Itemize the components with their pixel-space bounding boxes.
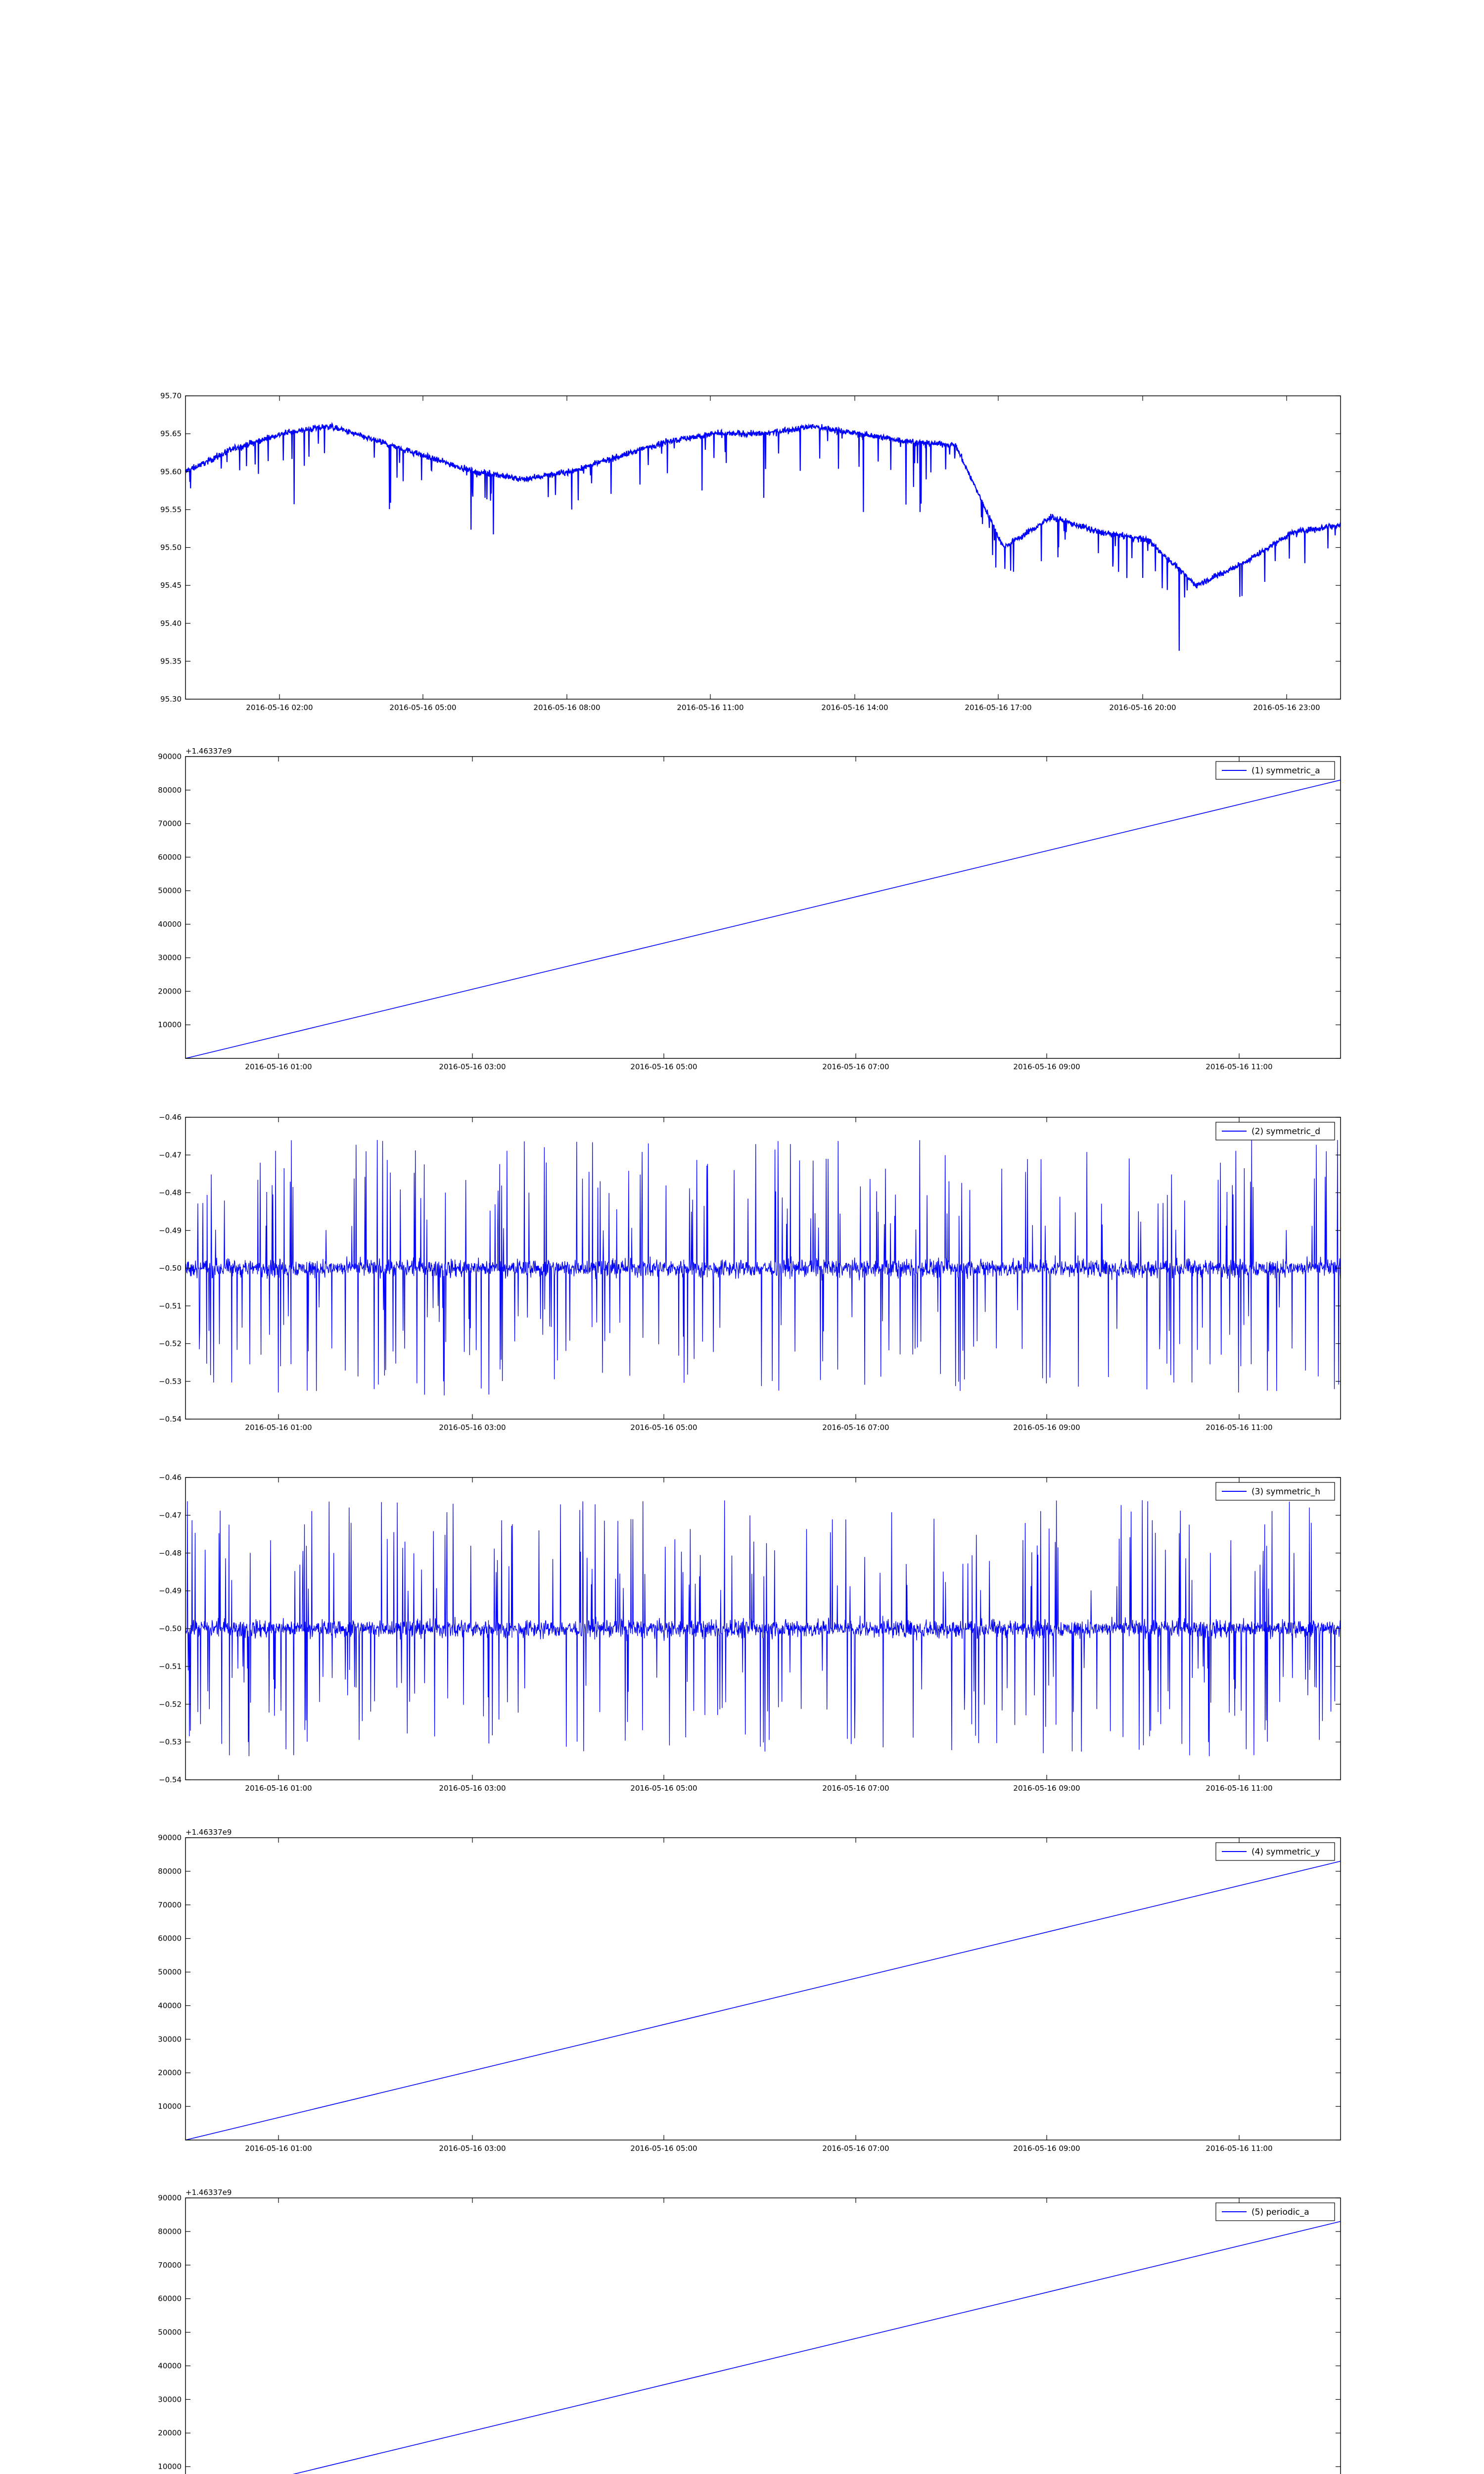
x-tick-label: 2016-05-16 05:00	[630, 2144, 697, 2153]
x-tick-label: 2016-05-16 03:00	[439, 1784, 506, 1793]
x-tick-label: 2016-05-16 09:00	[1013, 1423, 1080, 1432]
y-tick-label: −0.54	[159, 1415, 182, 1424]
x-tick-label: 2016-05-16 08:00	[533, 703, 601, 712]
y-tick-label: 80000	[158, 785, 182, 795]
y-tick-label: 95.30	[160, 695, 182, 704]
x-tick-label: 2016-05-16 11:00	[1206, 2144, 1273, 2153]
y-tick-label: −0.50	[159, 1264, 182, 1273]
axis-offset-label: +1.46337e9	[186, 2188, 232, 2197]
y-tick-label: −0.48	[159, 1188, 182, 1197]
y-tick-label: 80000	[158, 2227, 182, 2236]
x-tick-label: 2016-05-16 11:00	[1206, 1784, 1273, 1793]
x-tick-label: 2016-05-16 03:00	[439, 1062, 506, 1071]
y-tick-label: 30000	[158, 953, 182, 962]
x-tick-label: 2016-05-16 05:00	[630, 1423, 697, 1432]
y-tick-label: −0.49	[159, 1586, 182, 1596]
y-tick-label: 70000	[158, 2260, 182, 2270]
y-tick-label: 95.50	[160, 543, 182, 552]
y-tick-label: 60000	[158, 853, 182, 862]
y-tick-label: 95.35	[160, 657, 182, 666]
x-tick-label: 2016-05-16 11:00	[677, 703, 744, 712]
axis-offset-label: +1.46337e9	[186, 747, 232, 756]
y-tick-label: −0.50	[159, 1624, 182, 1633]
x-tick-label: 2016-05-16 03:00	[439, 1423, 506, 1432]
y-tick-label: −0.52	[159, 1339, 182, 1348]
y-tick-label: 40000	[158, 919, 182, 929]
y-tick-label: −0.48	[159, 1548, 182, 1558]
y-tick-label: −0.46	[159, 1473, 182, 1482]
x-tick-label: 2016-05-16 01:00	[245, 1784, 312, 1793]
y-tick-label: 60000	[158, 1934, 182, 1943]
y-tick-label: −0.51	[159, 1301, 182, 1311]
legend	[1216, 2203, 1335, 2221]
y-tick-label: 30000	[158, 2395, 182, 2404]
x-tick-label: 2016-05-16 11:00	[1206, 1062, 1273, 1071]
legend	[1216, 761, 1335, 779]
x-tick-label: 2016-05-16 09:00	[1013, 1062, 1080, 1071]
x-tick-label: 2016-05-16 01:00	[245, 2144, 312, 2153]
y-tick-label: 90000	[158, 752, 182, 761]
y-tick-label: 20000	[158, 2068, 182, 2078]
x-tick-label: 2016-05-16 03:00	[439, 2144, 506, 2153]
x-tick-label: 2016-05-16 20:00	[1109, 703, 1176, 712]
y-tick-label: 90000	[158, 1833, 182, 1842]
y-tick-label: −0.53	[159, 1377, 182, 1386]
y-tick-label: −0.51	[159, 1662, 182, 1671]
axis-offset-label: +1.46337e9	[186, 1828, 232, 1837]
y-tick-label: −0.47	[159, 1150, 182, 1160]
y-tick-label: 40000	[158, 2001, 182, 2010]
y-tick-label: 20000	[158, 2428, 182, 2438]
legend-label: (1) symmetric_a	[1252, 766, 1320, 776]
x-tick-label: 2016-05-16 07:00	[822, 2144, 889, 2153]
x-tick-label: 2016-05-16 05:00	[389, 703, 457, 712]
y-tick-label: 95.55	[160, 505, 182, 514]
x-tick-label: 2016-05-16 07:00	[822, 1423, 889, 1432]
x-tick-label: 2016-05-16 02:00	[246, 703, 313, 712]
x-tick-label: 2016-05-16 09:00	[1013, 2144, 1080, 2153]
x-tick-label: 2016-05-16 07:00	[822, 1062, 889, 1071]
y-tick-label: −0.49	[159, 1226, 182, 1235]
legend	[1216, 1122, 1335, 1140]
legend	[1216, 1482, 1335, 1500]
x-tick-label: 2016-05-16 14:00	[821, 703, 888, 712]
y-tick-label: 95.45	[160, 581, 182, 590]
y-tick-label: −0.53	[159, 1737, 182, 1747]
y-tick-label: −0.52	[159, 1700, 182, 1709]
y-tick-label: 50000	[158, 1967, 182, 1977]
y-tick-label: 50000	[158, 2328, 182, 2337]
y-tick-label: 95.60	[160, 467, 182, 476]
y-tick-label: −0.47	[159, 1511, 182, 1520]
x-tick-label: 2016-05-16 23:00	[1253, 703, 1320, 712]
y-tick-label: 40000	[158, 2361, 182, 2371]
x-tick-label: 2016-05-16 07:00	[822, 1784, 889, 1793]
x-tick-label: 2016-05-16 09:00	[1013, 1784, 1080, 1793]
x-tick-label: 2016-05-16 01:00	[245, 1423, 312, 1432]
y-tick-label: 20000	[158, 987, 182, 996]
y-tick-label: 70000	[158, 1900, 182, 1909]
y-tick-label: 95.40	[160, 618, 182, 628]
y-tick-label: 60000	[158, 2294, 182, 2303]
y-tick-label: 10000	[158, 2462, 182, 2472]
legend-label: (4) symmetric_y	[1252, 1847, 1320, 1857]
x-tick-label: 2016-05-16 05:00	[630, 1062, 697, 1071]
y-tick-label: 10000	[158, 2102, 182, 2111]
y-tick-label: 95.65	[160, 429, 182, 438]
y-tick-label: −0.46	[159, 1113, 182, 1122]
y-tick-label: 70000	[158, 819, 182, 828]
y-tick-label: 95.70	[160, 391, 182, 400]
y-tick-label: 50000	[158, 886, 182, 896]
y-tick-label: 10000	[158, 1020, 182, 1030]
y-tick-label: −0.54	[159, 1775, 182, 1784]
legend-label: (2) symmetric_d	[1252, 1127, 1320, 1137]
y-tick-label: 90000	[158, 2193, 182, 2202]
x-tick-label: 2016-05-16 17:00	[965, 703, 1032, 712]
legend	[1216, 1843, 1335, 1860]
y-tick-label: 30000	[158, 2035, 182, 2044]
legend-label: (5) periodic_a	[1252, 2207, 1309, 2217]
y-tick-label: 80000	[158, 1866, 182, 1876]
x-tick-label: 2016-05-16 11:00	[1206, 1423, 1273, 1432]
x-tick-label: 2016-05-16 05:00	[630, 1784, 697, 1793]
x-tick-label: 2016-05-16 01:00	[245, 1062, 312, 1071]
legend-label: (3) symmetric_h	[1252, 1487, 1320, 1497]
